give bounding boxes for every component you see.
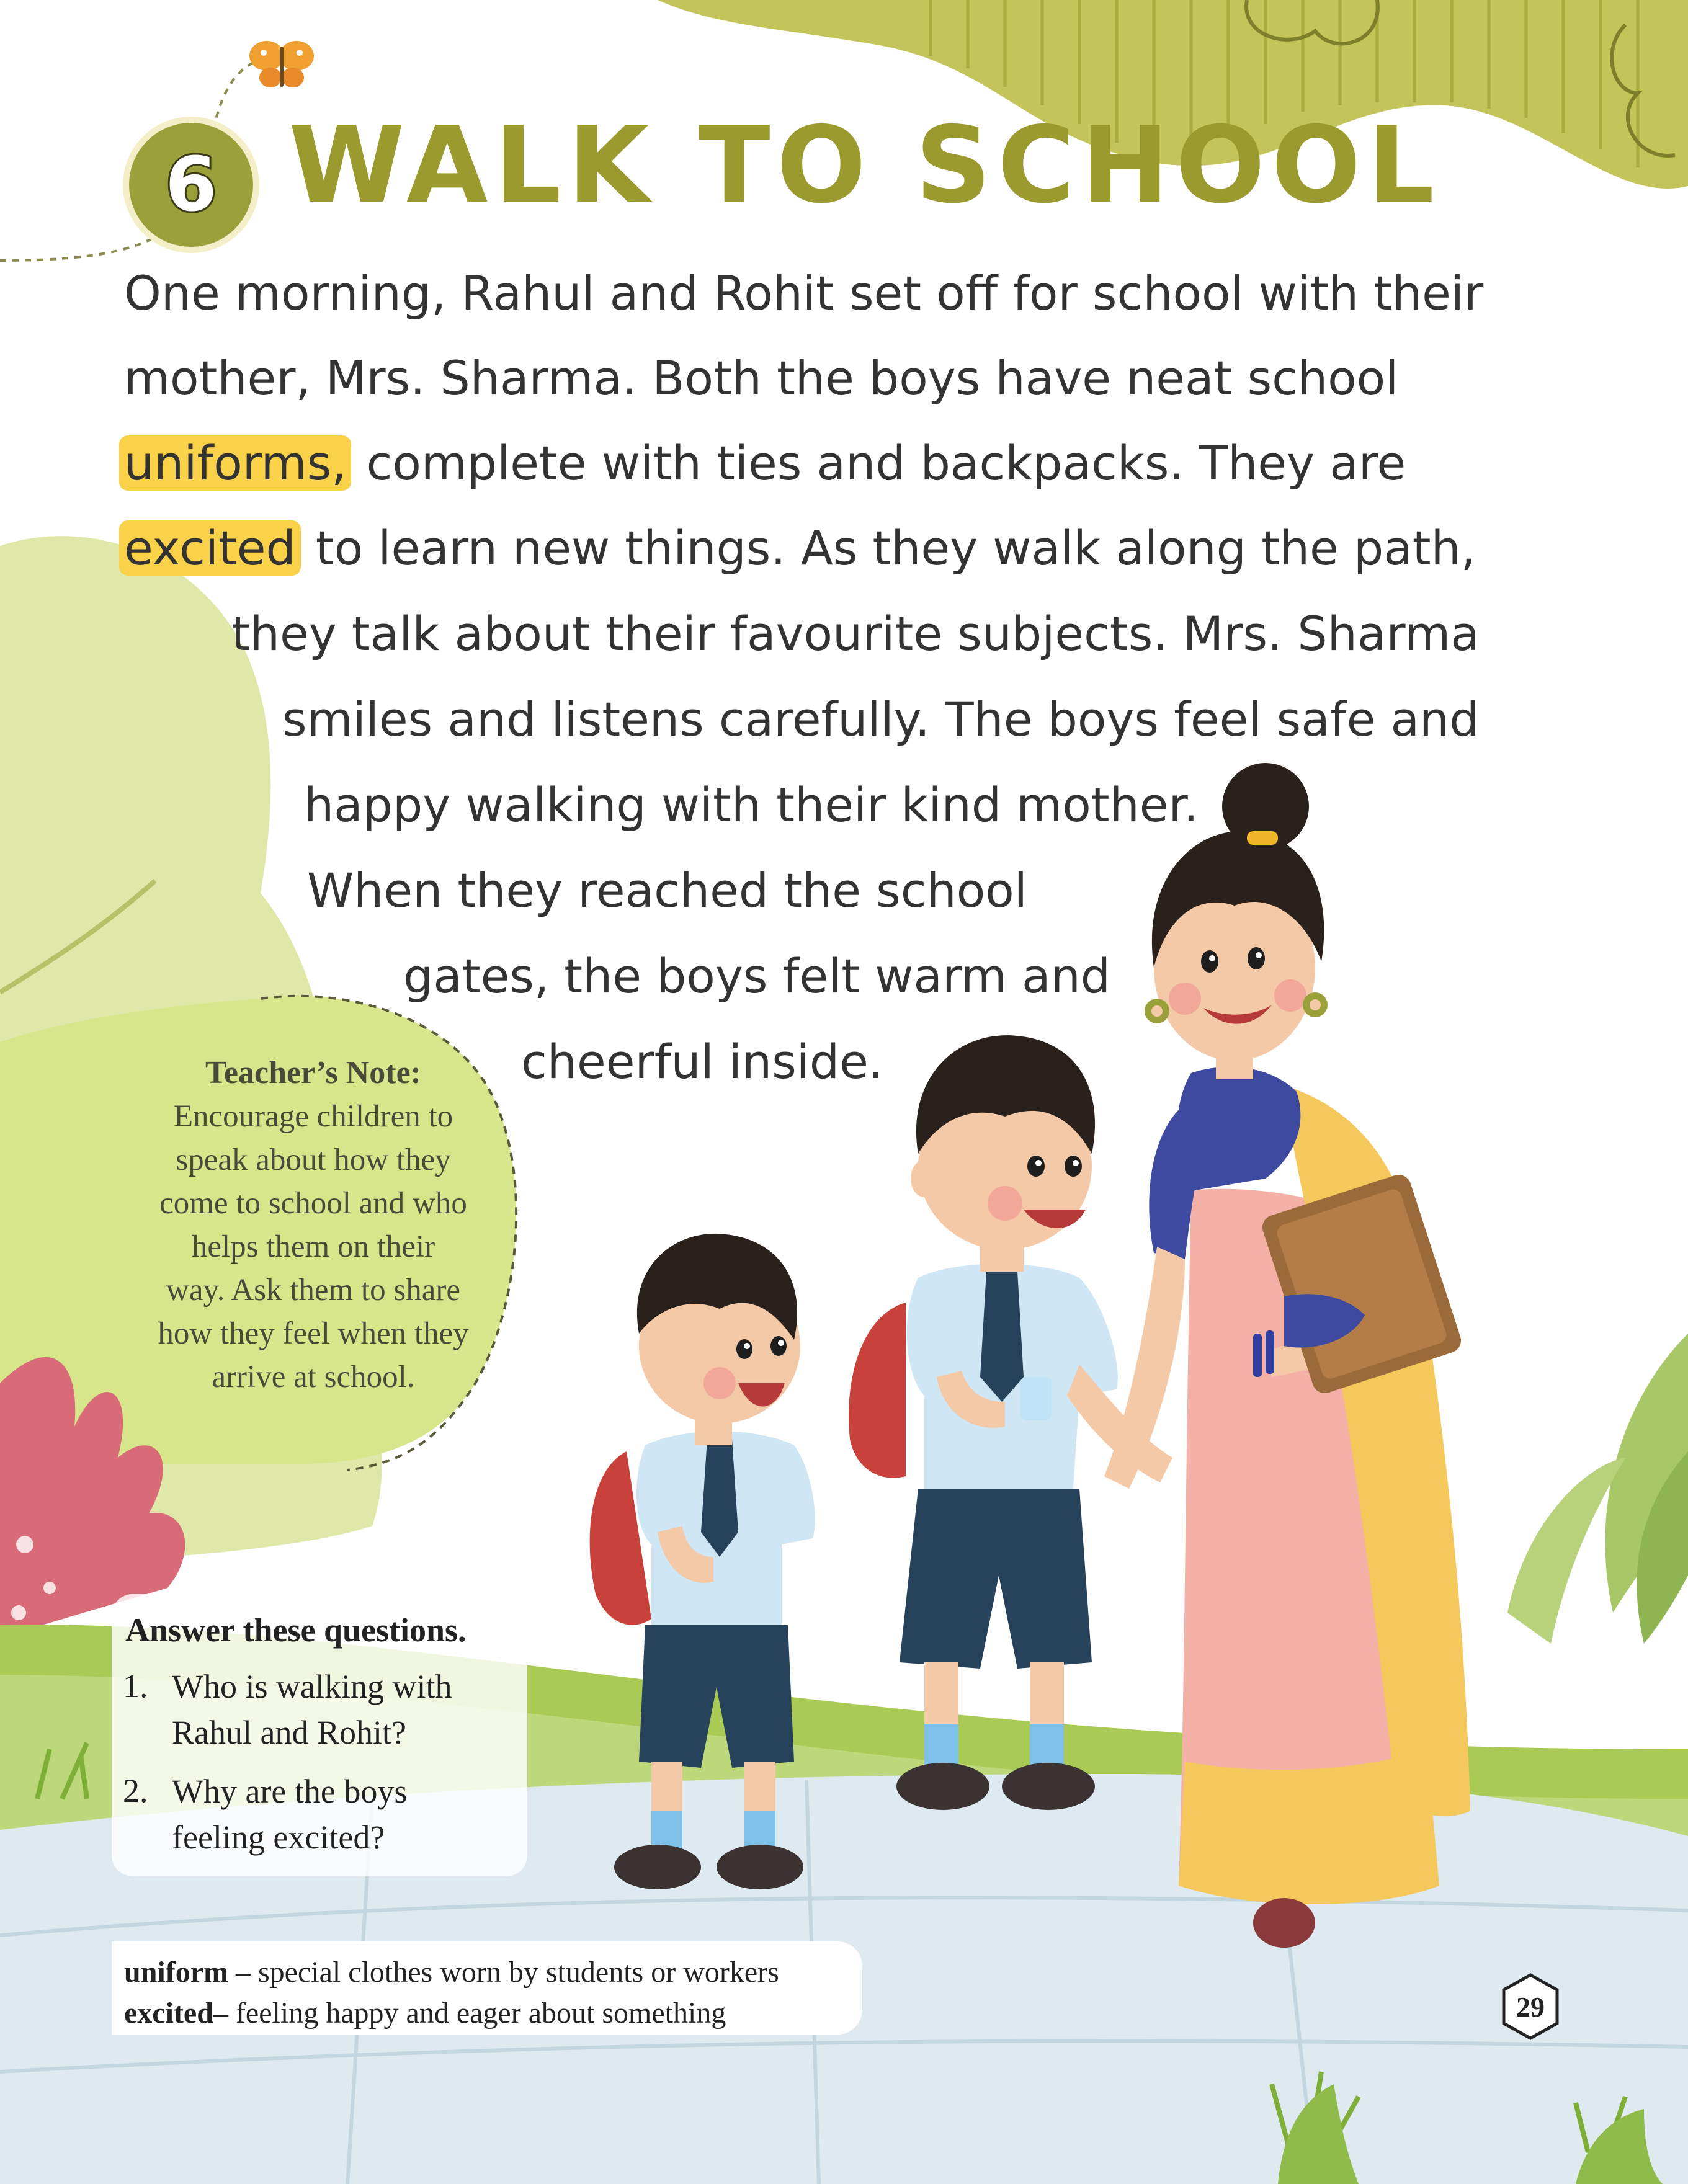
glossary-entry-excited xyxy=(124,1996,726,2030)
glossary-entry-uniform xyxy=(124,1955,779,1989)
teacher-note-line: how they feel when they xyxy=(158,1316,469,1351)
question-number: 1. xyxy=(123,1667,148,1705)
chapter-number-badge xyxy=(123,117,259,253)
story-line-6: smiles and listens carefully. The boys feel safe and xyxy=(282,692,1480,747)
question-2-line-2: feeling excited? xyxy=(172,1819,385,1856)
teacher-note-text xyxy=(130,1095,496,1399)
teacher-note-line: Encourage children to xyxy=(173,1099,453,1134)
teacher-note-line: arrive at school. xyxy=(212,1360,415,1394)
teacher-note-line: way. Ask them to share xyxy=(166,1273,461,1308)
highlight-excited: excited xyxy=(119,520,301,576)
story-line-5: they talk about their favourite subjects. Mrs. Sharma xyxy=(231,606,1480,661)
question-1-line-1: Who is walking with xyxy=(172,1668,452,1705)
story-line-9: gates, the boys felt warm and xyxy=(403,948,1111,1004)
story-line-8: When they reached the school xyxy=(307,863,1027,918)
glossary-definition: – special clothes worn by students or workers xyxy=(228,1956,779,1989)
mother-figure xyxy=(1104,763,1470,1948)
story-line-4 xyxy=(124,517,1476,579)
glossary-definition: – feeling happy and eager about something xyxy=(213,1997,726,2030)
story-line-10: cheerful inside. xyxy=(521,1034,884,1089)
chapter-number: 6 xyxy=(165,141,217,228)
chapter-title: WALK TO SCHOOL xyxy=(288,104,1441,227)
page-number: 29 xyxy=(1516,1990,1545,2023)
teacher-note-line: come to school and who xyxy=(159,1186,467,1221)
question-1 xyxy=(172,1664,519,1755)
story-line-2: mother, Mrs. Sharma. Both the boys have neat school xyxy=(124,350,1399,406)
question-number: 2. xyxy=(123,1772,148,1809)
teacher-note-line: helps them on their xyxy=(191,1229,435,1264)
glossary-term: uniform xyxy=(124,1956,228,1989)
story-line-4-text: to learn new things. As they walk along the path, xyxy=(300,520,1476,576)
question-2 xyxy=(172,1768,519,1860)
teacher-note-line: speak about how they xyxy=(176,1143,451,1177)
younger-boy-figure xyxy=(590,1234,815,1889)
teacher-note-title: Teacher’s Note: xyxy=(205,1055,421,1090)
story-line-7: happy walking with their kind mother. xyxy=(304,777,1199,832)
highlight-uniforms: uniforms, xyxy=(119,435,351,491)
questions-title: Answer these questions. xyxy=(125,1611,467,1649)
question-2-line-1: Why are the boys xyxy=(172,1773,408,1810)
question-1-line-2: Rahul and Rohit? xyxy=(172,1714,406,1751)
glossary-term: excited xyxy=(124,1997,213,2030)
family-walking-illustration xyxy=(571,757,1625,1966)
butterfly-icon xyxy=(248,34,316,96)
story-line-3 xyxy=(124,432,1406,494)
story-line-3-text: complete with ties and backpacks. They are xyxy=(351,435,1406,491)
story-line-1: One morning, Rahul and Rohit set off for school with their xyxy=(124,265,1484,321)
older-boy-figure xyxy=(849,1035,1172,1810)
